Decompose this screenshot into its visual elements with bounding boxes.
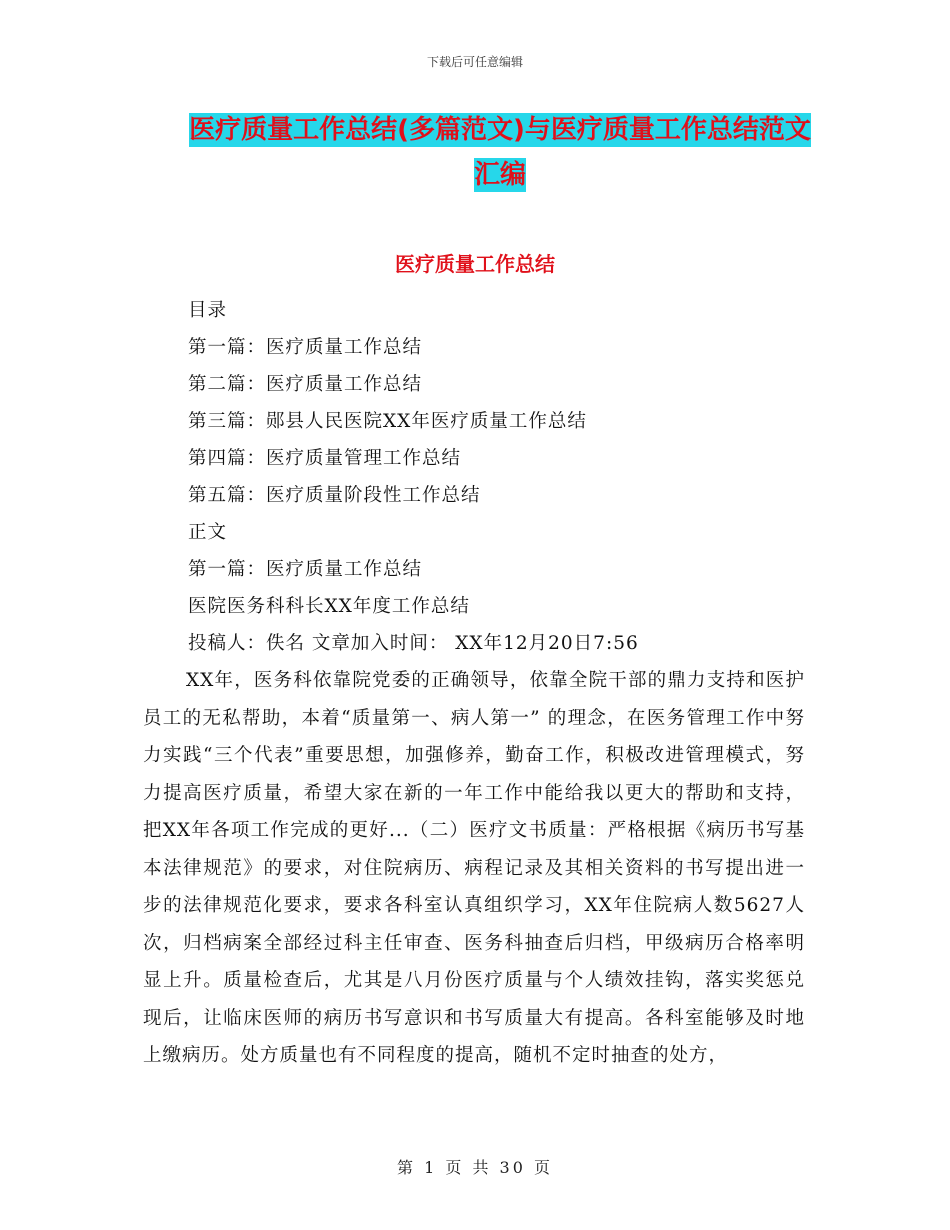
body-paragraph: XX年，医务科依靠院党委的正确领导，依靠全院干部的鼎力支持和医护员工的无私帮助，本着“质量第一、病人第一” 的理念，在医务管理工作中努力实践“三个代表”重要思想，加强修养，勤奋工作，积极改进管理模式，努力提高医疗质量，希望大家在新的一年工作中能给我以更大的帮助和支持，把XX年各项工作完成的更好...（二）医疗文书质量：严格根据《病历书写基本法律规范》的要求，对住院病历、病程记录及其相关资料的书写提出进一步的法律规范化要求，要求各科室认真组织学习，XX年住院病人数5627人次，归档病案全部经过科主任审查、医务科抽查后归档，甲级病历合格率明显上升。质量检查后，尤其是八月份医疗质量与个人绩效挂钩，落实奖惩兑现后，让临床医师的病历书写意识和书写质量大有提高。各科室能够及时地上缴病历。处方质量也有不同程度的提高，随机不定时抽查的处方，	[143, 670, 805, 1066]
page-footer: 第 1 页 共 30 页	[397, 1158, 553, 1177]
toc-line: 第四篇：医疗质量管理工作总结	[188, 448, 462, 469]
header-note: 下载后可任意编辑	[426, 55, 523, 69]
toc-line: 第五篇：医疗质量阶段性工作总结	[188, 485, 481, 506]
toc-line: 第三篇：郧县人民医院XX年医疗质量工作总结	[188, 411, 587, 432]
toc-line: 第二篇：医疗质量工作总结	[188, 374, 423, 395]
document-title-text: 医疗质量工作总结(多篇范文)与医疗质量工作总结范文汇编	[189, 115, 811, 190]
document-title	[180, 108, 820, 198]
toc-line: 正文	[188, 522, 228, 543]
toc-line: 第一篇：医疗质量工作总结	[188, 559, 423, 580]
toc-line: 医院医务科科长XX年度工作总结	[188, 596, 470, 617]
toc-line: 投稿人：佚名 文章加入时间： XX年12月20日7:56	[188, 633, 639, 654]
table-of-contents	[188, 292, 639, 662]
toc-line: 目录	[188, 300, 228, 321]
toc-line: 第一篇：医疗质量工作总结	[188, 337, 423, 358]
section-title: 医疗质量工作总结	[395, 252, 555, 276]
